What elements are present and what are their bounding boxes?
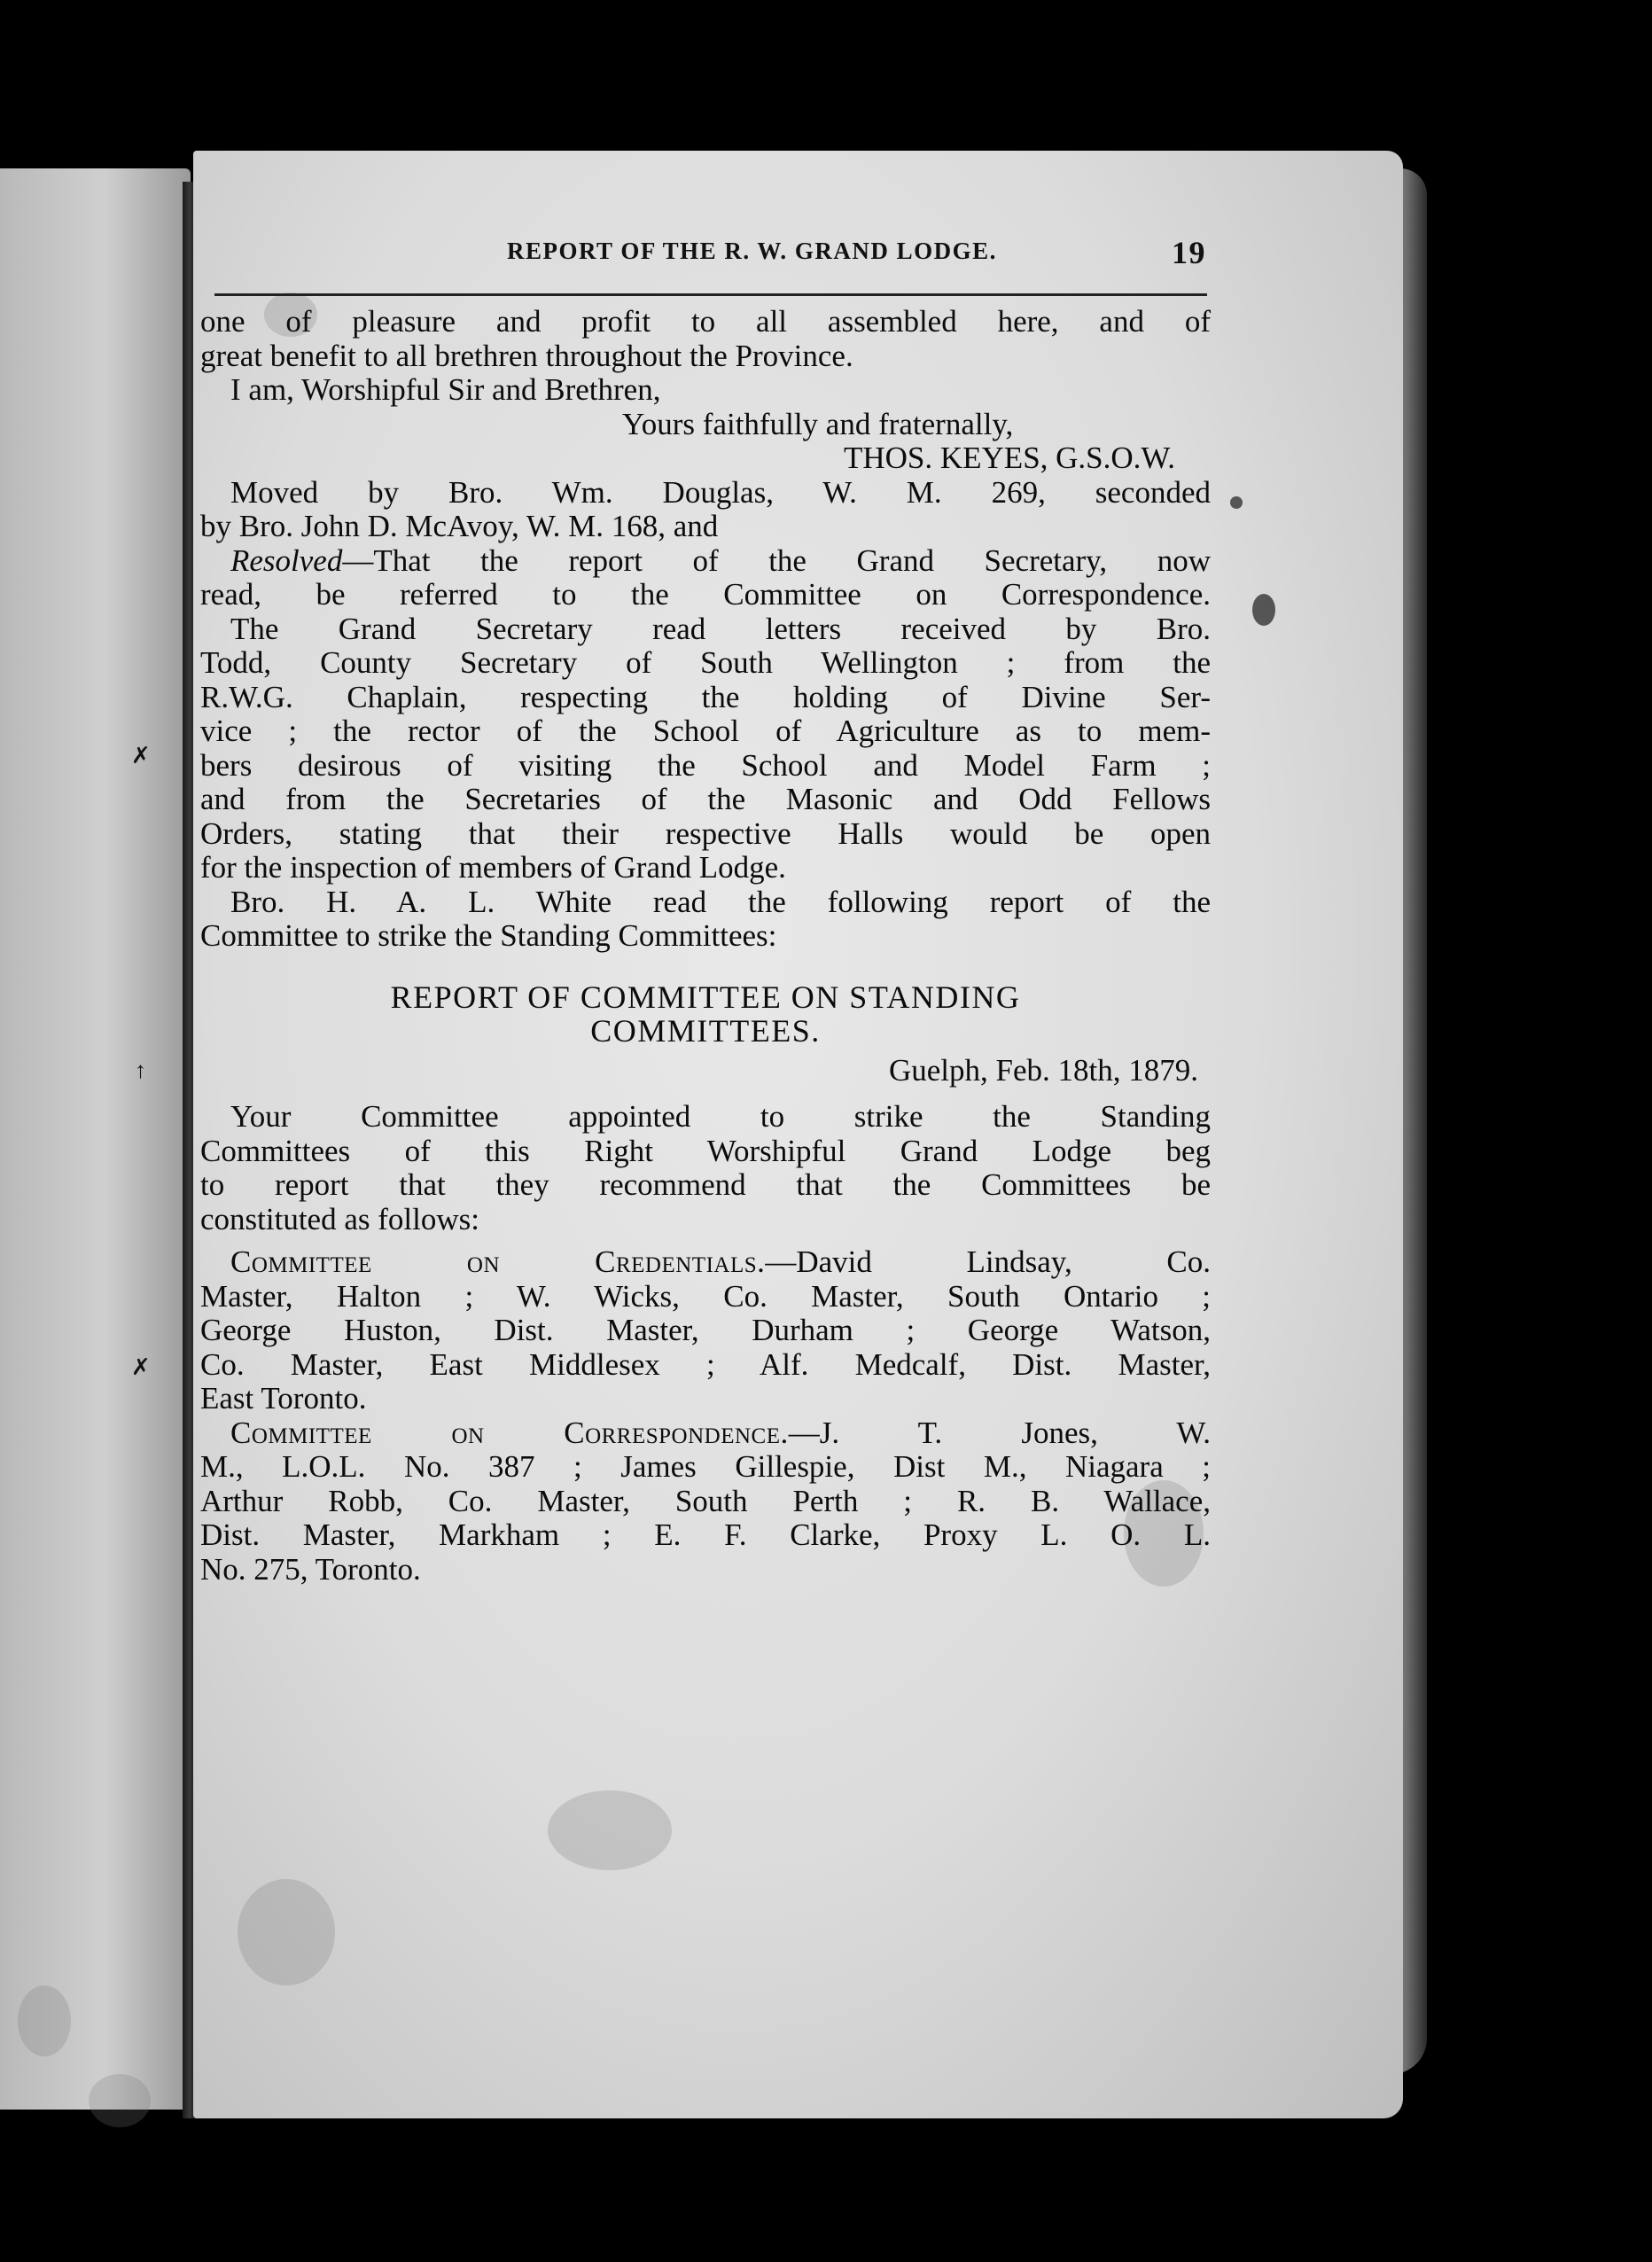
margin-mark: ✗ <box>131 1354 151 1380</box>
margin-mark: ↑ <box>135 1057 146 1083</box>
text-line: vice ; the rector of the School of Agriculture as to mem- <box>200 714 1211 748</box>
ink-blot <box>1230 496 1243 509</box>
text-line: one of pleasure and profit to all assembled here, and of <box>200 304 1211 339</box>
text-line <box>200 1416 1211 1451</box>
header-rule <box>214 293 1207 296</box>
text-line: Bro. H. A. L. White read the following report of the <box>230 884 1211 919</box>
text-line: Todd, County Secretary of South Wellington ; from the <box>200 645 1211 680</box>
text-line: by Bro. John D. McAvoy, W. M. 168, and <box>200 509 719 543</box>
text-line <box>200 544 1211 579</box>
text-line: No. 275, Toronto. <box>200 1551 421 1587</box>
margin-mark: ✗ <box>131 743 151 768</box>
text-line: Moved by Bro. Wm. Douglas, W. M. 269, seconded <box>230 474 1211 510</box>
section-heading: COMMITTEES. <box>590 1013 821 1049</box>
text-line: Dist. Master, Markham ; E. F. Clarke, Proxy L. O. L. <box>200 1517 1211 1552</box>
text-line: Committee to strike the Standing Committees: <box>200 918 777 953</box>
text-line: Co. Master, East Middlesex ; Alf. Medcalf, Dist. Master, <box>200 1346 1211 1382</box>
text-line: to report that they recommend that the Committees be <box>200 1167 1211 1202</box>
text-line: and from the Secretaries of the Masonic and Odd Fellows <box>200 782 1211 816</box>
text-line: Orders, stating that their respective Halls would be open <box>200 815 1211 851</box>
text-line: M., L.O.L. No. 387 ; James Gillespie, Dist M., Niagara ; <box>200 1449 1211 1484</box>
text-line: Master, Halton ; W. Wicks, Co. Master, South Ontario ; <box>200 1278 1211 1314</box>
text-line: Arthur Robb, Co. Master, South Perth ; R. B. Wallace, <box>200 1483 1211 1518</box>
committee-label: Committee on Correspondence. <box>230 1415 789 1450</box>
spacer <box>200 1088 1211 1100</box>
running-header <box>214 235 1207 273</box>
text-line: constituted as follows: <box>200 1201 479 1236</box>
text-line: read, be referred to the Committee on Correspondence. <box>200 577 1211 612</box>
page-body <box>200 305 1211 1587</box>
text-line: East Toronto. <box>200 1381 367 1416</box>
stain <box>18 1985 71 2056</box>
text-line: George Huston, Dist. Master, Durham ; George Watson, <box>200 1313 1211 1347</box>
committee-label: Committee on Credentials. <box>230 1244 766 1279</box>
signature: THOS. KEYES, G.S.O.W. <box>843 441 1175 475</box>
text-line: Yours faithfully and fraternally, <box>622 406 1014 441</box>
stain <box>238 1879 335 1985</box>
text-line: The Grand Secretary read letters received by Bro. <box>230 611 1211 646</box>
ink-blot <box>1252 594 1275 626</box>
text-line <box>200 1245 1211 1280</box>
text-line: Your Committee appointed to strike the Standing <box>230 1099 1211 1134</box>
stain <box>89 2074 151 2127</box>
page-number: 19 <box>1172 235 1206 270</box>
text-span: —David Lindsay, Co. <box>765 1244 1211 1279</box>
text-line: bers desirous of visiting the School and Model Farm ; <box>200 747 1211 783</box>
stain <box>548 1790 672 1870</box>
spacer <box>200 954 1211 980</box>
dateline: Guelph, Feb. 18th, 1879. <box>888 1052 1198 1088</box>
text-span: —J. T. Jones, W. <box>788 1415 1211 1450</box>
running-title: REPORT OF THE R. W. GRAND LODGE. <box>507 238 997 264</box>
facing-page <box>0 168 191 2110</box>
section-heading: REPORT OF COMMITTEE ON STANDING <box>390 979 1021 1015</box>
resolved-label: Resolved <box>230 542 343 578</box>
text-line: I am, Worshipful Sir and Brethren, <box>230 372 661 407</box>
text-line: for the inspection of members of Grand Lodge. <box>200 850 786 885</box>
text-line: R.W.G. Chaplain, respecting the holding of Divine Ser- <box>200 679 1211 714</box>
text-line: Committees of this Right Worshipful Grand Lodge beg <box>200 1133 1211 1168</box>
text-line: great benefit to all brethren throughout the Province. <box>200 338 853 373</box>
text-span: —That the report of the Grand Secretary, now <box>342 542 1211 578</box>
